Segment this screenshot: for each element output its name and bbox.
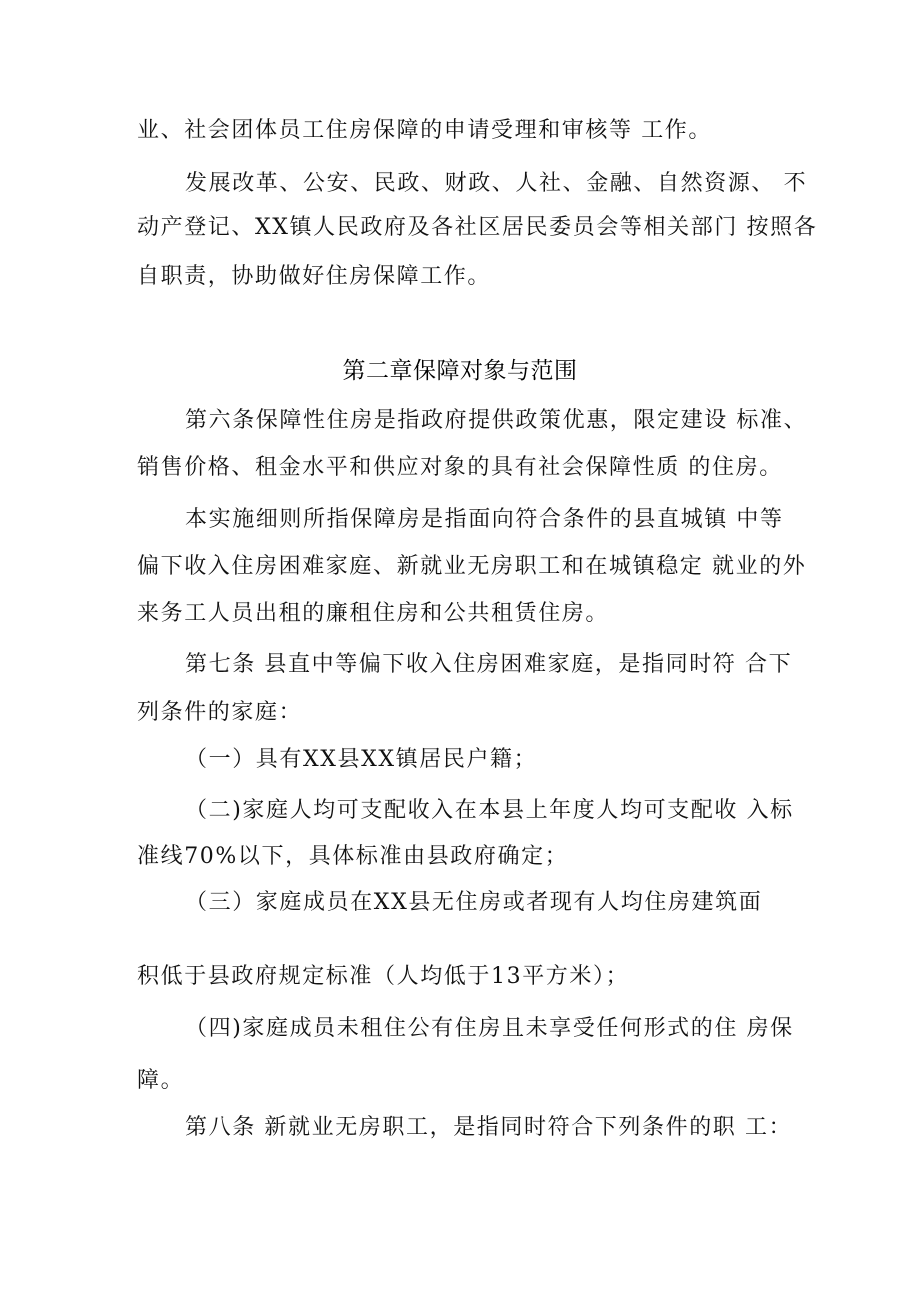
chapter-heading: 第二章保障对象与范围	[342, 358, 578, 384]
paragraph-line-15: 第八条 新就业无房职工，是指同时符合下列条件的职 工：	[185, 1115, 793, 1140]
paragraph-line-6: 销售价格、租金水平和供应对象的具有社会保障性质 的住房。	[137, 455, 783, 480]
paragraph-line-8: 偏下收入住房困难家庭、新就业无房职工和在城镇稳定 就业的外	[137, 554, 807, 579]
paragraph-line-13: 积低于县政府规定标准（人均低于13平方米）；	[137, 964, 630, 989]
paragraph-line-10: 第七条 县直中等偏下收入住房困难家庭，是指同时符 合下	[185, 652, 793, 677]
paragraph-line-12: 准线70%以下，具体标准由县政府确定；	[137, 844, 569, 869]
list-item-2: （二)家庭人均可支配收入在本县上年度人均可支配收 入标	[185, 798, 794, 823]
paragraph-line-1: 业、社会团体员工住房保障的申请受理和审核等 工作。	[137, 118, 712, 143]
paragraph-line-2: 发展改革、公安、民政、财政、人社、金融、自然资源、 不	[185, 171, 808, 196]
list-item-1: （一）具有XX县XX镇居民户籍；	[185, 747, 538, 772]
paragraph-line-4: 自职责，协助做好住房保障工作。	[137, 264, 492, 289]
paragraph-line-11: 列条件的家庭：	[137, 700, 303, 725]
paragraph-line-3: 动产登记、XX镇人民政府及各社区居民委员会等相关部门 按照各	[137, 215, 818, 240]
paragraph-line-9: 来务工人员出租的廉租住房和公共租赁住房。	[137, 601, 610, 626]
list-item-4: （四)家庭成员未租住公有住房且未享受任何形式的住 房保	[185, 1016, 794, 1041]
paragraph-line-14: 障。	[137, 1068, 185, 1093]
paragraph-line-7: 本实施细则所指保障房是指面向符合条件的县直城镇 中等	[185, 507, 784, 532]
list-item-3: （三）家庭成员在XX县无住房或者现有人均住房建筑面	[185, 890, 763, 915]
paragraph-line-5: 第六条保障性住房是指政府提供政策优惠，限定建设 标准、	[185, 408, 808, 433]
